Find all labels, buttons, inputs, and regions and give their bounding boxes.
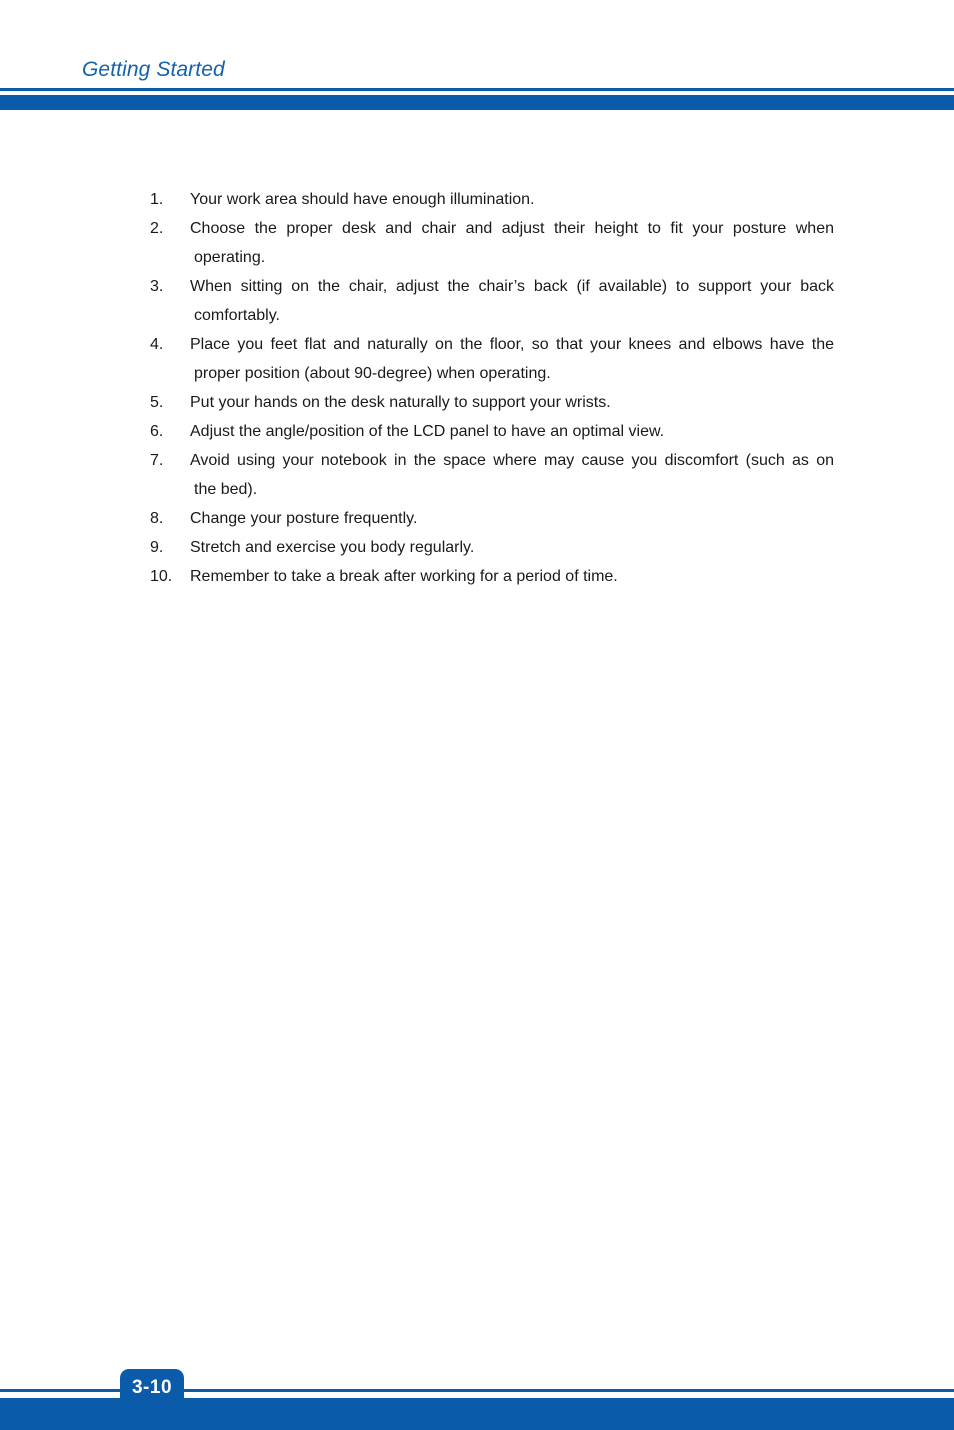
item-number: 9. [150,539,164,556]
list-item [150,272,834,330]
item-text: Adjust the angle/position of the LCD panel to have an optimal view. [190,423,665,440]
header-rule-thin [0,88,954,91]
list-item [150,388,834,417]
item-text-line: Choose the proper desk and chair and adjust their height to fit your posture when [190,220,834,237]
item-number: 4. [150,336,164,353]
item-text: Remember to take a break after working for a period of time. [190,568,618,585]
item-text-line: Avoid using your notebook in the space where may cause you discomfort (such as on [190,452,834,469]
list-item [150,417,834,446]
list-item [150,446,834,504]
item-text-continuation: operating. [194,249,266,266]
item-number: 5. [150,394,164,411]
item-number: 1. [150,191,164,208]
list-item [150,533,834,562]
page-number: 3-10 [131,1377,173,1398]
list-item [150,562,834,591]
item-text-line: Place you feet flat and naturally on the floor, so that your knees and elbows have the [190,336,834,353]
item-text-line: When sitting on the chair, adjust the chair’s back (if available) to support your back [190,278,834,295]
item-text: Put your hands on the desk naturally to support your wrists. [190,394,611,411]
section-title: Getting Started [82,58,225,81]
item-number: 10. [150,568,173,585]
ergonomics-list [150,185,834,591]
header-rule-thick [0,95,954,110]
item-number: 3. [150,278,164,295]
item-text [190,446,834,504]
item-text: Your work area should have enough illumination. [190,191,535,208]
item-text-continuation: comfortably. [194,307,280,324]
list-item [150,185,834,214]
item-text [190,214,834,272]
item-number: 6. [150,423,164,440]
item-text [190,272,834,330]
list-item [150,504,834,533]
item-number: 7. [150,452,164,469]
item-text [190,330,834,388]
list-item [150,214,834,272]
item-text-continuation: the bed). [194,481,258,498]
item-text-continuation: proper position (about 90-degree) when operating. [194,365,551,382]
item-text: Change your posture frequently. [190,510,418,527]
list-item [150,330,834,388]
item-number: 2. [150,220,164,237]
item-number: 8. [150,510,164,527]
item-text: Stretch and exercise you body regularly. [190,539,475,556]
